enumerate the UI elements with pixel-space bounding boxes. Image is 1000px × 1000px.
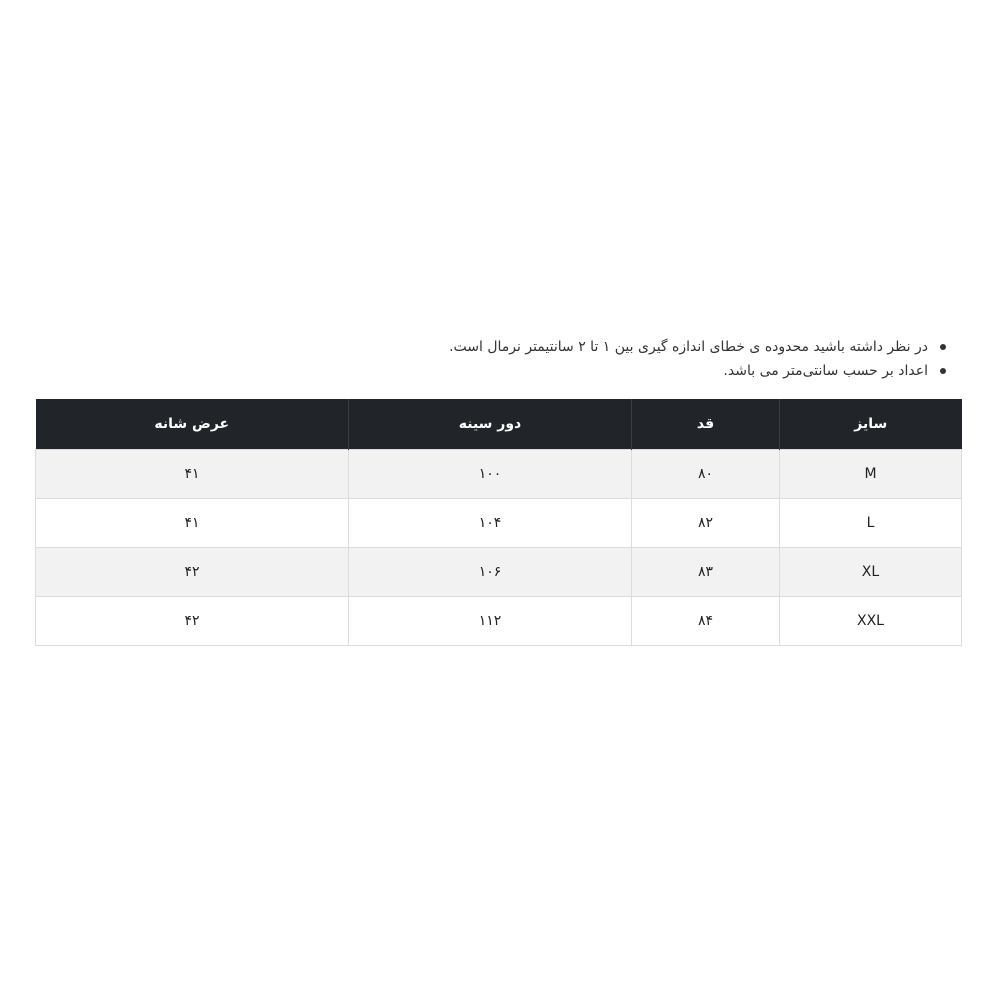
measurement-notes — [250, 335, 950, 383]
note-measurement-error: در نظر داشته باشید محدوده ی خطای اندازه گیری بین ۱ تا ۲ سانتیمتر نرمال است. — [250, 335, 950, 359]
cell-height: ۸۴ — [632, 597, 780, 646]
cell-size: L — [780, 499, 962, 548]
cell-size: XL — [780, 548, 962, 597]
cell-shoulder: ۴۱ — [36, 450, 349, 499]
header-size: سایز — [780, 399, 962, 450]
cell-size: M — [780, 450, 962, 499]
cell-shoulder: ۴۲ — [36, 548, 349, 597]
header-chest: دور سینه — [349, 399, 632, 450]
cell-height: ۸۲ — [632, 499, 780, 548]
cell-height: ۸۰ — [632, 450, 780, 499]
cell-chest: ۱۱۲ — [349, 597, 632, 646]
table-header-row — [36, 399, 962, 450]
cell-shoulder: ۴۱ — [36, 499, 349, 548]
cell-chest: ۱۰۰ — [349, 450, 632, 499]
cell-size: XXL — [780, 597, 962, 646]
header-height: قد — [632, 399, 780, 450]
table-row — [36, 450, 962, 499]
note-units: اعداد بر حسب سانتی‌متر می باشد. — [250, 359, 950, 383]
cell-chest: ۱۰۴ — [349, 499, 632, 548]
table-row — [36, 597, 962, 646]
cell-shoulder: ۴۲ — [36, 597, 349, 646]
cell-height: ۸۳ — [632, 548, 780, 597]
size-chart-table — [35, 399, 962, 646]
cell-chest: ۱۰۶ — [349, 548, 632, 597]
table-row — [36, 499, 962, 548]
table-row — [36, 548, 962, 597]
header-shoulder: عرض شانه — [36, 399, 349, 450]
